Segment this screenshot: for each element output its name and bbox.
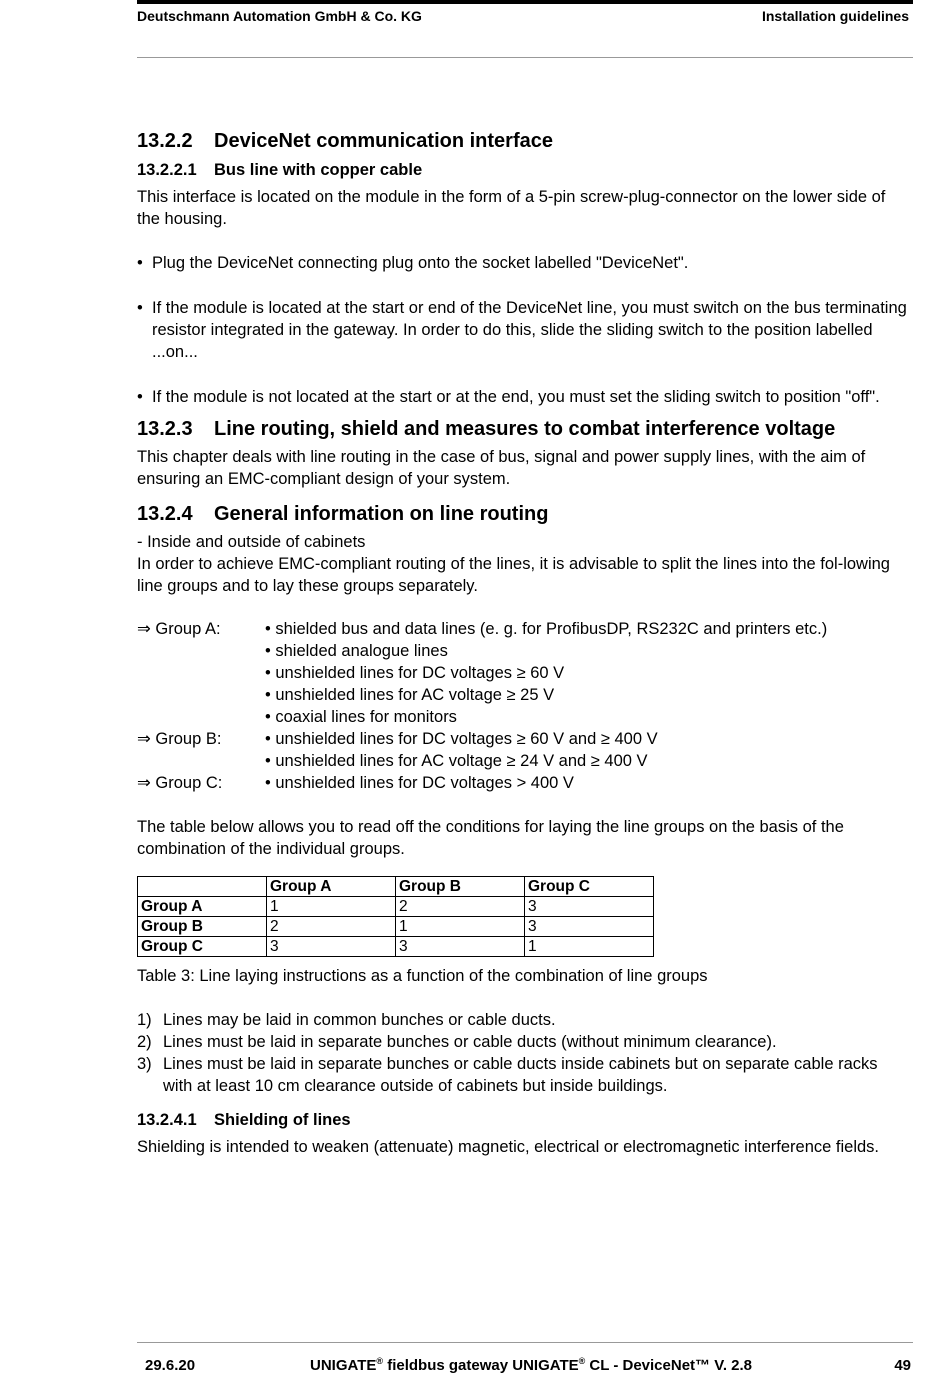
group-b-item: • unshielded lines for AC voltage ≥ 24 V and ≥ 400 V (265, 752, 648, 770)
table-row (138, 897, 654, 917)
table-cell: 3 (525, 917, 654, 937)
page-content (137, 127, 911, 1158)
footer-title: UNIGATE® fieldbus gateway UNIGATE® CL - DeviceNet™ V. 2.8 (310, 1356, 753, 1374)
table-header-cell: Group A (267, 877, 396, 897)
shielding-text: Shielding is intended to weaken (attenuate) magnetic, electrical or electromagnetic interference fields. (137, 1138, 879, 1156)
group-b-item: • unshielded lines for DC voltages ≥ 60 V and ≥ 400 V (265, 730, 658, 748)
group-a (137, 618, 911, 728)
emc-routing-text: In order to achieve EMC-compliant routing of the lines, it is advisable to split the lines into the fol-lowing line groups and to lay these groups separately. (137, 555, 890, 595)
table-cell: 1 (525, 937, 654, 957)
group-a-item: • unshielded lines for DC voltages ≥ 60 V (265, 664, 565, 682)
table-row-header: Group B (138, 917, 267, 937)
group-c-item: • unshielded lines for DC voltages > 400 V (265, 774, 574, 792)
group-a-label: ⇒ Group A: (137, 620, 221, 638)
footer-date: 29.6.20 (145, 1357, 196, 1374)
group-b-label: ⇒ Group B: (137, 730, 222, 748)
group-a-item: • unshielded lines for AC voltage ≥ 25 V (265, 686, 555, 704)
bullet-switch-off: • If the module is not located at the start or at the end, you must set the sliding switch to position "off". (137, 386, 911, 408)
table-header-row (138, 877, 654, 897)
cabinets-line: - Inside and outside of cabinets (137, 533, 366, 551)
table-cell: 3 (525, 897, 654, 917)
list-item: 1) Lines may be laid in common bunches or cable ducts. (137, 1011, 556, 1029)
group-c (137, 772, 911, 794)
line-groups (137, 618, 911, 794)
header-company: Deutschmann Automation GmbH & Co. KG (137, 8, 422, 24)
bullet-plug: • Plug the DeviceNet connecting plug onto the socket labelled "DeviceNet". (137, 252, 911, 274)
table-corner-cell (138, 877, 267, 897)
group-a-item: • shielded analogue lines (265, 642, 448, 660)
table-cell: 3 (396, 937, 525, 957)
table-row-header: Group C (138, 937, 267, 957)
page-number: 49 (894, 1357, 911, 1374)
table-cell: 2 (267, 917, 396, 937)
line-laying-table (137, 876, 654, 957)
table-header-cell: Group B (396, 877, 525, 897)
table-row-header: Group A (138, 897, 267, 917)
table-intro: The table below allows you to read off the conditions for laying the line groups on the basis of the combination of the individual groups. (137, 818, 844, 858)
header-section: Installation guidelines (761, 8, 909, 24)
heading-13-2-2: 13.2.2 DeviceNet communication interface (137, 130, 553, 152)
list-item: 2) Lines must be laid in separate bunches or cable ducts (without minimum clearance). (137, 1033, 777, 1051)
devicenet-intro: This interface is located on the module in the form of a 5-pin screw-plug-connector on the lower side of the housing. (137, 188, 886, 228)
heading-13-2-4-1: 13.2.4.1 Shielding of lines (137, 1111, 351, 1129)
heading-13-2-4: 13.2.4 General information on line routing (137, 503, 549, 525)
table-cell: 2 (396, 897, 525, 917)
header-rule (137, 57, 913, 58)
table-row (138, 917, 654, 937)
table-cell: 3 (267, 937, 396, 957)
bullet-terminating-resistor: • If the module is located at the start or end of the DeviceNet line, you must switch on the bus terminating resistor integrated in the gateway. In order to do this, slide the sliding switch to the position labelled ...on... (137, 297, 911, 363)
notes-list (137, 1009, 911, 1097)
line-routing-text: This chapter deals with line routing in the case of bus, signal and power supply lines, with the aim of ensuring an EMC-compliant design of your system. (137, 448, 866, 488)
group-c-label: ⇒ Group C: (137, 774, 223, 792)
group-b (137, 728, 911, 772)
table-header-cell: Group C (525, 877, 654, 897)
footer-rule (137, 1342, 913, 1343)
table-cell: 1 (396, 917, 525, 937)
table-row (138, 937, 654, 957)
group-a-item: • shielded bus and data lines (e. g. for ProfibusDP, RS232C and printers etc.) (265, 620, 828, 638)
table-caption: Table 3: Line laying instructions as a function of the combination of line groups (137, 967, 708, 985)
table-cell: 1 (267, 897, 396, 917)
heading-13-2-2-1: 13.2.2.1 Bus line with copper cable (137, 161, 423, 179)
heading-13-2-3: 13.2.3 Line routing, shield and measures to combat interference voltage (137, 418, 836, 440)
list-item: 3) Lines must be laid in separate bunches or cable ducts inside cabinets but on separate cable racks with at least 10 cm clearance outside of cabinets but inside buildings. (137, 1055, 878, 1095)
group-a-item: • coaxial lines for monitors (265, 708, 457, 726)
header-top-rule (137, 0, 913, 4)
